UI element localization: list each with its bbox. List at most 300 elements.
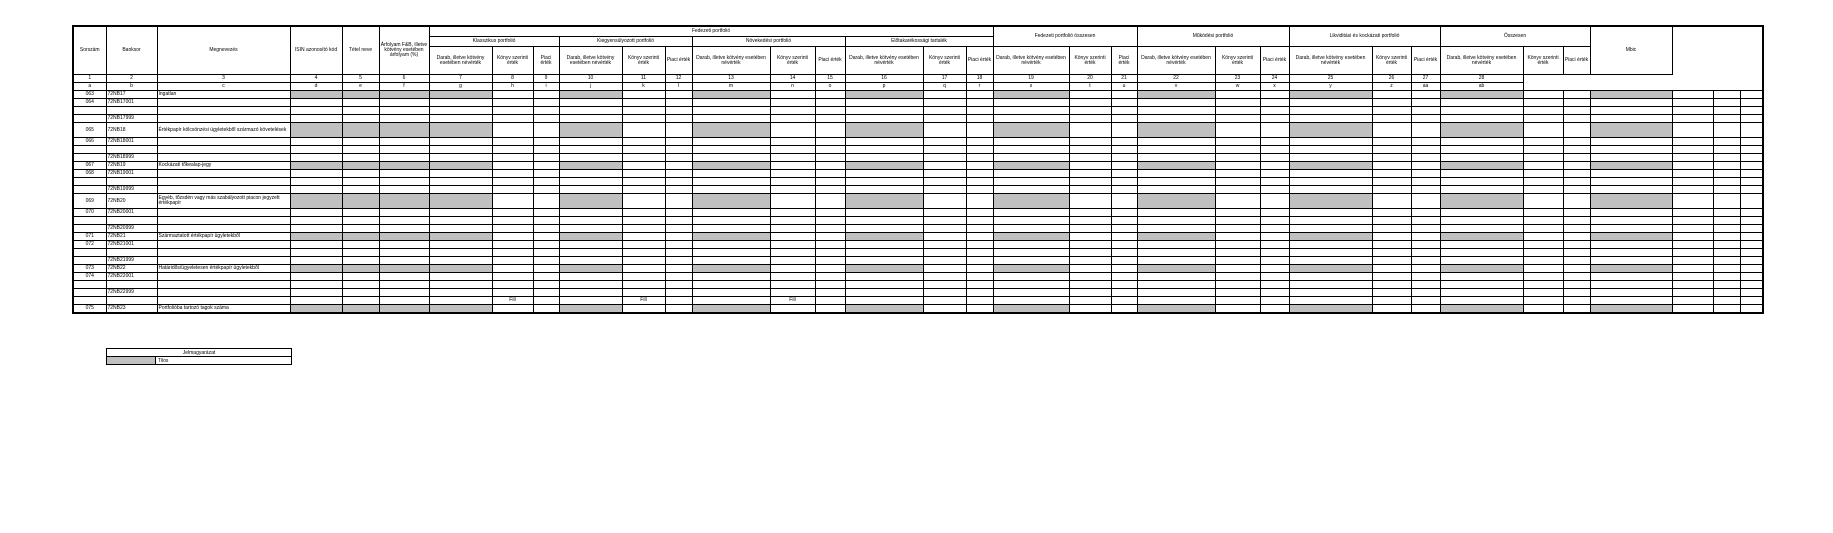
table-cell xyxy=(559,297,622,305)
table-row xyxy=(73,154,1763,162)
row-code xyxy=(106,107,157,115)
table-cell xyxy=(1289,281,1372,289)
table-cell xyxy=(966,162,993,170)
table-cell xyxy=(1137,217,1215,225)
table-cell xyxy=(1440,178,1523,186)
table-row xyxy=(73,194,1763,209)
table-cell xyxy=(1740,257,1763,265)
table-cell xyxy=(342,99,379,107)
table-cell xyxy=(342,233,379,241)
table-cell xyxy=(290,115,342,123)
table-cell xyxy=(1260,178,1289,186)
table-cell xyxy=(1111,297,1137,305)
table-cell xyxy=(1713,225,1740,233)
column-letter: ab xyxy=(1440,83,1523,91)
table-cell xyxy=(290,273,342,281)
row-name: Kockázati tőkealap-jegy xyxy=(157,162,290,170)
table-cell xyxy=(1111,289,1137,297)
table-cell xyxy=(290,91,342,99)
table-cell xyxy=(622,107,665,115)
table-cell xyxy=(815,194,845,209)
column-letter: r xyxy=(966,83,993,91)
table-cell xyxy=(379,217,429,225)
table-cell xyxy=(1740,186,1763,194)
table-cell xyxy=(1411,194,1440,209)
table-cell xyxy=(1069,138,1111,146)
subheader-konyv-szerinti: Könyv szerinti érték xyxy=(492,47,533,75)
table-cell xyxy=(1111,225,1137,233)
table-cell xyxy=(429,289,492,297)
table-cell xyxy=(923,273,966,281)
table-cell xyxy=(1260,115,1289,123)
table-cell xyxy=(770,186,815,194)
table-cell xyxy=(1137,154,1215,162)
header-novekedesi: Növekedési portfolió xyxy=(692,37,845,47)
table-cell xyxy=(815,233,845,241)
table-cell xyxy=(1440,138,1523,146)
column-letter: v xyxy=(1137,83,1215,91)
row-name xyxy=(157,186,290,194)
table-cell xyxy=(1713,154,1740,162)
column-letter: x xyxy=(1260,83,1289,91)
table-cell xyxy=(559,209,622,217)
table-cell xyxy=(966,265,993,273)
header-fedezeti-portfolio: Fedezeti portfolió xyxy=(429,26,993,37)
table-cell xyxy=(1740,194,1763,209)
table-cell xyxy=(665,115,692,123)
row-sorszam: 070 xyxy=(73,209,106,217)
table-cell xyxy=(622,217,665,225)
table-cell xyxy=(492,162,533,170)
table-cell xyxy=(622,146,665,154)
table-cell xyxy=(342,249,379,257)
table-cell xyxy=(429,91,492,99)
table-cell xyxy=(665,217,692,225)
row-sorszam: 071 xyxy=(73,233,106,241)
table-cell xyxy=(1440,249,1523,257)
table-cell xyxy=(1137,146,1215,154)
table-cell xyxy=(429,123,492,138)
table-cell xyxy=(1111,265,1137,273)
row-sorszam xyxy=(73,225,106,233)
row-code: 72NB21 xyxy=(106,233,157,241)
table-cell xyxy=(1740,115,1763,123)
table-cell xyxy=(1215,170,1260,178)
table-cell xyxy=(993,241,1069,249)
table-cell xyxy=(492,178,533,186)
header-mbic: Mbic xyxy=(1590,26,1672,75)
table-cell xyxy=(379,186,429,194)
table-cell xyxy=(492,257,533,265)
table-cell xyxy=(1372,265,1411,273)
table-cell xyxy=(1523,170,1563,178)
row-sorszam xyxy=(73,154,106,162)
table-cell xyxy=(770,91,815,99)
table-cell xyxy=(290,154,342,162)
row-code: 72NB21001 xyxy=(106,241,157,249)
table-cell xyxy=(290,265,342,273)
table-cell xyxy=(692,186,770,194)
table-cell xyxy=(379,115,429,123)
table-cell xyxy=(966,305,993,314)
table-cell xyxy=(1523,297,1563,305)
subheader-nevertek: Darab, illetve kötvény esetében névérték xyxy=(692,47,770,75)
table-cell xyxy=(379,289,429,297)
table-cell xyxy=(1590,107,1672,115)
table-cell xyxy=(1137,91,1215,99)
table-cell xyxy=(966,178,993,186)
table-row xyxy=(73,297,1763,305)
table-cell xyxy=(1672,162,1713,170)
table-cell xyxy=(533,154,559,162)
column-number: 16 xyxy=(845,75,923,83)
table-cell xyxy=(1740,162,1763,170)
row-sorszam xyxy=(73,178,106,186)
table-cell xyxy=(1215,281,1260,289)
table-cell xyxy=(665,273,692,281)
table-row xyxy=(73,217,1763,225)
table-cell xyxy=(559,265,622,273)
table-cell xyxy=(815,241,845,249)
table-cell xyxy=(1672,225,1713,233)
table-cell xyxy=(665,281,692,289)
row-code: 72NB22 xyxy=(106,265,157,273)
table-cell xyxy=(1411,305,1440,314)
table-cell xyxy=(993,194,1069,209)
table-cell xyxy=(1672,146,1713,154)
table-cell xyxy=(533,273,559,281)
table-cell xyxy=(770,273,815,281)
table-cell xyxy=(1590,273,1672,281)
subheader-nevertek: Darab, illetve kötvény esetében névérték xyxy=(1289,47,1372,75)
table-cell xyxy=(1372,241,1411,249)
column-letter: p xyxy=(845,83,923,91)
table-row xyxy=(73,225,1763,233)
table-cell xyxy=(993,186,1069,194)
table-cell xyxy=(1111,91,1137,99)
table-cell xyxy=(622,115,665,123)
table-cell xyxy=(1563,209,1590,217)
table-cell xyxy=(770,249,815,257)
column-number: 20 xyxy=(1069,75,1111,83)
header-osszesen: Összesen xyxy=(1440,26,1590,47)
row-name xyxy=(157,257,290,265)
table-cell xyxy=(1590,123,1672,138)
table-row xyxy=(73,233,1763,241)
table-cell xyxy=(993,305,1069,314)
table-cell xyxy=(533,257,559,265)
table-cell xyxy=(622,138,665,146)
table-cell xyxy=(1289,289,1372,297)
table-cell xyxy=(993,257,1069,265)
table-cell xyxy=(492,305,533,314)
table-cell xyxy=(1411,99,1440,107)
table-cell xyxy=(1260,99,1289,107)
table-cell xyxy=(1740,138,1763,146)
table-cell xyxy=(1523,138,1563,146)
table-cell xyxy=(993,178,1069,186)
row-name xyxy=(157,107,290,115)
table-cell xyxy=(492,107,533,115)
table-cell xyxy=(1411,265,1440,273)
table-cell xyxy=(1260,170,1289,178)
subheader-konyv-szerinti: Könyv szerinti érték xyxy=(923,47,966,75)
table-cell xyxy=(559,289,622,297)
table-cell xyxy=(1260,194,1289,209)
table-cell xyxy=(1111,146,1137,154)
table-cell xyxy=(1523,115,1563,123)
table-cell xyxy=(1713,99,1740,107)
column-number: 2 xyxy=(106,75,157,83)
table-cell xyxy=(1440,305,1523,314)
table-cell xyxy=(1713,281,1740,289)
table-cell xyxy=(379,209,429,217)
table-cell xyxy=(692,265,770,273)
table-cell xyxy=(1069,225,1111,233)
table-cell xyxy=(692,123,770,138)
legend-swatch xyxy=(107,357,156,365)
table-cell xyxy=(1137,297,1215,305)
table-cell xyxy=(1289,162,1372,170)
table-cell xyxy=(342,273,379,281)
table-cell xyxy=(923,265,966,273)
table-cell xyxy=(1563,297,1590,305)
table-cell xyxy=(1411,217,1440,225)
subheader-piaci-ertek: Piaci érték xyxy=(533,47,559,75)
table-cell xyxy=(1590,146,1672,154)
table-cell xyxy=(533,281,559,289)
table-cell xyxy=(692,138,770,146)
column-letter: b xyxy=(106,83,157,91)
table-cell xyxy=(845,107,923,115)
table-cell xyxy=(1137,209,1215,217)
column-letter: a xyxy=(73,83,106,91)
legend-title: Jelmagyarázat xyxy=(107,349,292,357)
table-cell xyxy=(665,225,692,233)
table-cell xyxy=(342,225,379,233)
column-number: 10 xyxy=(559,75,622,83)
table-cell xyxy=(1672,257,1713,265)
table-cell xyxy=(1215,289,1260,297)
table-cell xyxy=(1111,217,1137,225)
table-cell xyxy=(1372,273,1411,281)
table-cell xyxy=(966,281,993,289)
table-cell xyxy=(342,297,379,305)
row-code: 72NB20001 xyxy=(106,209,157,217)
table-cell xyxy=(845,146,923,154)
table-cell xyxy=(342,217,379,225)
column-letter: f xyxy=(379,83,429,91)
table-cell xyxy=(342,289,379,297)
table-cell xyxy=(993,209,1069,217)
header-elotakarekossagi: Előtakarékossági tartalék xyxy=(845,37,993,47)
table-cell xyxy=(1523,146,1563,154)
table-cell xyxy=(1440,91,1523,99)
table-cell xyxy=(770,162,815,170)
table-cell xyxy=(1590,91,1672,99)
table-cell xyxy=(290,297,342,305)
table-cell xyxy=(923,194,966,209)
table-cell xyxy=(1111,162,1137,170)
table-cell xyxy=(1260,233,1289,241)
table-cell xyxy=(1440,265,1523,273)
subheader-nevertek: Darab, illetve kötvény esetében névérték xyxy=(1440,47,1523,75)
table-cell xyxy=(429,225,492,233)
column-number: 1 xyxy=(73,75,106,83)
table-cell xyxy=(815,289,845,297)
header-sorszam: Sorszám xyxy=(73,26,106,75)
table-cell xyxy=(622,273,665,281)
table-cell xyxy=(1563,138,1590,146)
table-cell xyxy=(559,146,622,154)
table-cell xyxy=(966,209,993,217)
table-cell xyxy=(1289,115,1372,123)
table-cell xyxy=(559,107,622,115)
table-cell xyxy=(1440,273,1523,281)
table-cell xyxy=(923,305,966,314)
table-cell xyxy=(1289,91,1372,99)
table-cell xyxy=(770,265,815,273)
table-cell xyxy=(559,194,622,209)
table-cell xyxy=(993,289,1069,297)
table-cell xyxy=(1740,297,1763,305)
table-cell xyxy=(1215,273,1260,281)
table-row xyxy=(73,265,1763,273)
table-cell xyxy=(559,257,622,265)
table-cell xyxy=(379,107,429,115)
table-cell xyxy=(429,281,492,289)
table-cell xyxy=(1672,178,1713,186)
column-number: 17 xyxy=(923,75,966,83)
table-cell xyxy=(1215,115,1260,123)
table-cell xyxy=(1590,178,1672,186)
table-cell xyxy=(290,217,342,225)
column-number: 25 xyxy=(1289,75,1372,83)
table-cell xyxy=(966,154,993,162)
table-cell xyxy=(492,233,533,241)
table-cell xyxy=(1111,241,1137,249)
row-code: 72NB19001 xyxy=(106,170,157,178)
table-cell xyxy=(1289,146,1372,154)
table-cell xyxy=(923,241,966,249)
table-cell xyxy=(1069,91,1111,99)
column-letter: aa xyxy=(1411,83,1440,91)
table-cell xyxy=(1215,162,1260,170)
table-cell xyxy=(1713,162,1740,170)
table-cell xyxy=(533,99,559,107)
table-cell xyxy=(665,170,692,178)
row-sorszam: 066 xyxy=(73,138,106,146)
table-row xyxy=(73,273,1763,281)
table-cell xyxy=(342,170,379,178)
column-letter: g xyxy=(429,83,492,91)
header-klasszikus: Klasszikus portfolió xyxy=(429,37,559,47)
table-cell xyxy=(1372,99,1411,107)
table-cell xyxy=(1411,91,1440,99)
table-cell xyxy=(1372,186,1411,194)
table-cell xyxy=(1411,107,1440,115)
table-cell xyxy=(342,257,379,265)
row-name: Portfolióba tartozó tagok száma xyxy=(157,305,290,314)
table-row xyxy=(73,186,1763,194)
row-sorszam xyxy=(73,186,106,194)
table-cell xyxy=(665,99,692,107)
table-cell xyxy=(1590,138,1672,146)
row-sorszam: 074 xyxy=(73,273,106,281)
table-cell xyxy=(815,257,845,265)
table-cell xyxy=(923,186,966,194)
subheader-piaci-ertek: Piaci érték xyxy=(1411,47,1440,75)
table-cell xyxy=(665,154,692,162)
column-letter: q xyxy=(923,83,966,91)
table-cell xyxy=(1672,170,1713,178)
table-cell xyxy=(492,273,533,281)
table-cell xyxy=(1111,178,1137,186)
table-cell xyxy=(1289,225,1372,233)
table-cell xyxy=(815,162,845,170)
table-cell xyxy=(1411,289,1440,297)
table-cell xyxy=(923,297,966,305)
table-cell xyxy=(1672,273,1713,281)
table-cell xyxy=(1111,99,1137,107)
row-sorszam: 065 xyxy=(73,123,106,138)
table-cell xyxy=(429,305,492,314)
table-cell xyxy=(993,249,1069,257)
row-name xyxy=(157,217,290,225)
table-cell xyxy=(1440,154,1523,162)
table-cell xyxy=(622,249,665,257)
table-cell xyxy=(492,241,533,249)
table-cell xyxy=(342,91,379,99)
table-cell xyxy=(770,281,815,289)
row-name: Ingatlan xyxy=(157,91,290,99)
table-cell xyxy=(1069,241,1111,249)
table-cell xyxy=(492,194,533,209)
table-cell xyxy=(1260,297,1289,305)
subheader-piaci-ertek: Piaci érték xyxy=(1563,47,1590,75)
table-cell xyxy=(559,115,622,123)
table-cell xyxy=(1713,115,1740,123)
table-cell xyxy=(1672,281,1713,289)
row-code xyxy=(106,281,157,289)
column-letter: u xyxy=(1111,83,1137,91)
table-cell xyxy=(1411,273,1440,281)
table-cell xyxy=(1523,225,1563,233)
table-cell xyxy=(1215,146,1260,154)
table-cell xyxy=(290,249,342,257)
table-cell xyxy=(845,91,923,99)
table-cell xyxy=(1713,194,1740,209)
table-cell xyxy=(815,209,845,217)
table-cell xyxy=(533,249,559,257)
table-cell xyxy=(1672,99,1713,107)
table-cell xyxy=(1563,123,1590,138)
table-cell xyxy=(815,249,845,257)
table-cell xyxy=(1069,273,1111,281)
table-cell xyxy=(1069,265,1111,273)
table-cell xyxy=(1590,241,1672,249)
row-code xyxy=(106,146,157,154)
table-cell xyxy=(379,233,429,241)
subheader-nevertek: Darab, illetve kötvény esetében névérték xyxy=(559,47,622,75)
table-cell xyxy=(1411,146,1440,154)
column-letter: d xyxy=(290,83,342,91)
table-cell xyxy=(1260,146,1289,154)
row-name xyxy=(157,138,290,146)
table-cell xyxy=(1372,178,1411,186)
table-cell xyxy=(665,146,692,154)
table-cell xyxy=(1289,186,1372,194)
